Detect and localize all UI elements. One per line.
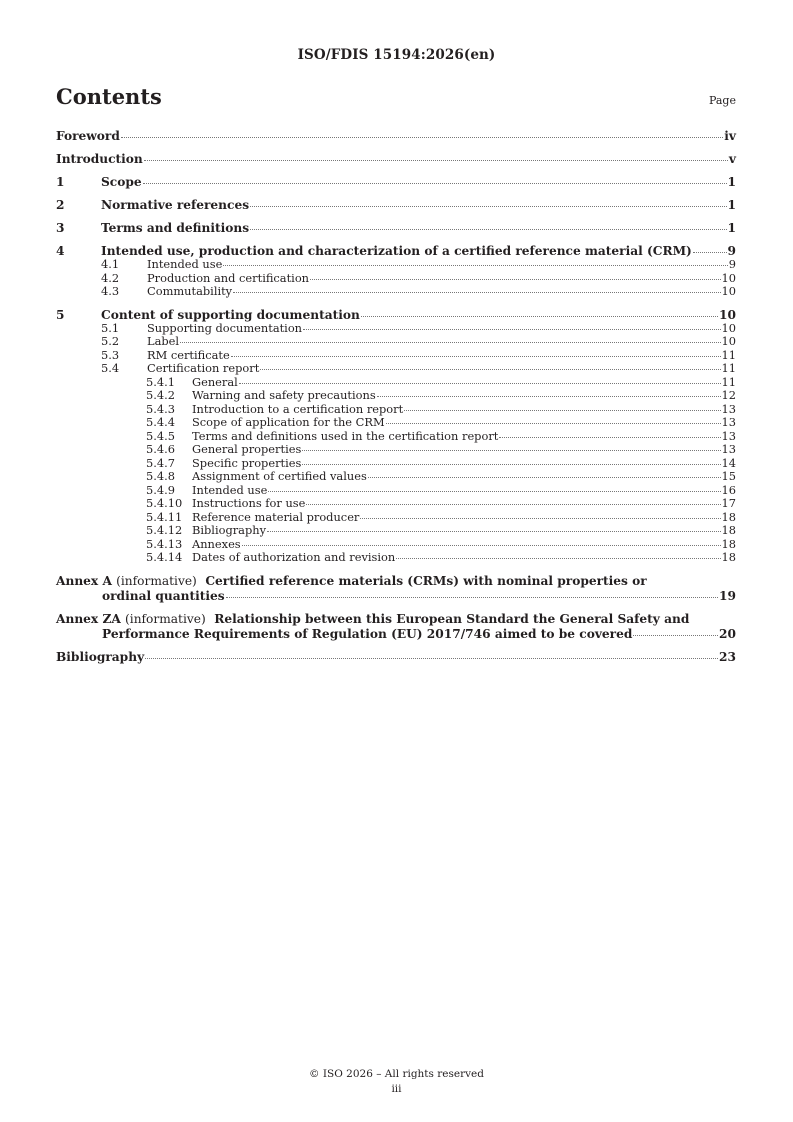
leader-dots [310,278,720,280]
leader-dots [633,635,718,636]
toc-entry-5-4[interactable]: 5.4 Certification report 11 [101,361,736,375]
leader-dots [302,449,720,451]
leader-dots [144,159,728,161]
toc-entry-5-4-11[interactable]: 5.4.11 Reference material producer 18 [146,509,736,524]
page-number: iii [391,1083,402,1095]
toc-entry-5-1[interactable]: 5.1 Supporting documentation 10 [101,320,736,335]
leader-dots [404,409,720,411]
leader-dots [268,490,720,492]
toc-entry-5-4-13[interactable]: 5.4.13 Annexes 18 [146,536,736,551]
annex-title-line2: ordinal quantities [102,588,225,603]
copyright-notice: © ISO 2026 – All rights reserved [309,1068,484,1080]
leader-dots [499,436,720,438]
leader-dots [396,557,720,559]
toc-entry-clause-1[interactable]: 1 Scope 1 [56,175,736,189]
leader-dots [231,355,721,357]
toc-entry-5-4-1[interactable]: 5.4.1 General 11 [146,374,736,389]
leader-dots [306,503,720,505]
contents-title-row [56,84,736,109]
toc-entry-4-2[interactable]: 4.2 Production and certification 10 [101,270,736,285]
leader-dots [377,395,721,397]
toc-entry-4-1[interactable]: 4.1 Intended use 9 [101,257,736,271]
leader-dots [250,205,726,207]
toc-entry-5-4-14[interactable]: 5.4.14 Dates of authorization and revision 18 [146,550,736,564]
toc-entry-5-4-10[interactable]: 5.4.10 Instructions for use 17 [146,496,736,510]
toc-entry-5-4-2[interactable]: 5.4.2 Warning and safety precautions 12 [146,388,736,402]
leader-dots [242,544,721,546]
toc-entry-5-4-4[interactable]: 5.4.4 Scope of application for the CRM 13 [146,415,736,429]
annex-label: Annex A [56,573,112,588]
toc-entry-introduction[interactable]: Introduction v [56,152,736,166]
toc-entry-5-4-7[interactable]: 5.4.7 Specific properties 14 [146,455,736,470]
toc-entry-clause-4[interactable]: 4 Intended use, production and characterization of a certified reference material (CRM) 9 [56,244,736,258]
toc-entry-5-4-12[interactable]: 5.4.12 Bibliography 18 [146,523,736,537]
toc-entry-5-2[interactable]: 5.2 Label 10 [101,334,736,348]
page-footer [0,1067,793,1097]
leader-dots [303,328,720,330]
page-column-label: Page [708,94,736,107]
leader-dots [267,530,720,532]
annex-label: Annex ZA [56,611,121,626]
toc-entry-5-4-3[interactable]: 5.4.3 Introduction to a certification report 13 [146,401,736,416]
leader-dots [143,182,727,184]
leader-dots [145,657,718,659]
toc-entry-4-3[interactable]: 4.3 Commutability 10 [101,284,736,298]
annex-type: (informative) [116,573,197,588]
leader-dots [239,382,721,384]
leader-dots [223,264,727,266]
contents-title: Contents [56,84,162,109]
leader-dots [360,517,720,519]
table-of-contents [56,129,736,673]
toc-entry-clause-2[interactable]: 2 Normative references 1 [56,198,736,212]
annex-title-line1: Relationship between this European Standard the General Safety and [214,611,690,626]
leader-dots [180,341,720,343]
annex-title-line1: Certified reference materials (CRMs) with nominal properties or [205,573,647,588]
leader-dots [260,368,720,370]
leader-dots [693,251,727,253]
leader-dots [233,291,720,293]
toc-entry-annex-a[interactable]: Annex A (informative) Certified reference materials (CRMs) with nominal properties or ordinal quantities 19 [56,573,736,603]
toc-entry-5-3[interactable]: 5.3 RM certificate 11 [101,347,736,362]
document-id-header: ISO/FDIS 15194:2026(en) [297,47,496,63]
toc-entry-bibliography[interactable]: Bibliography 23 [56,649,736,664]
toc-entry-5-4-9[interactable]: 5.4.9 Intended use 16 [146,482,736,497]
toc-entry-foreword[interactable]: Foreword iv [56,129,736,143]
leader-dots [361,315,718,317]
leader-dots [302,463,720,465]
annex-type: (informative) [125,611,206,626]
leader-dots [121,136,723,138]
toc-entry-5-4-5[interactable]: 5.4.5 Terms and definitions used in the certification report 13 [146,428,736,443]
toc-entry-clause-5[interactable]: 5 Content of supporting documentation 10 [56,307,736,322]
toc-entry-5-4-8[interactable]: 5.4.8 Assignment of certified values 15 [146,469,736,483]
toc-entry-clause-3[interactable]: 3 Terms and definitions 1 [56,221,736,235]
toc-entry-annex-za[interactable]: Annex ZA (informative) Relationship between this European Standard the General Safety and Performance Requirements of Regulation (EU) 2017/746 aimed to be covered 20 [56,611,736,641]
annex-title-line2: Performance Requirements of Regulation (EU) 2017/746 aimed to be covered [102,626,633,641]
leader-dots [250,228,726,230]
toc-entry-5-4-6[interactable]: 5.4.6 General properties 13 [146,442,736,456]
leader-dots [386,422,721,424]
leader-dots [226,597,718,598]
leader-dots [368,476,721,478]
